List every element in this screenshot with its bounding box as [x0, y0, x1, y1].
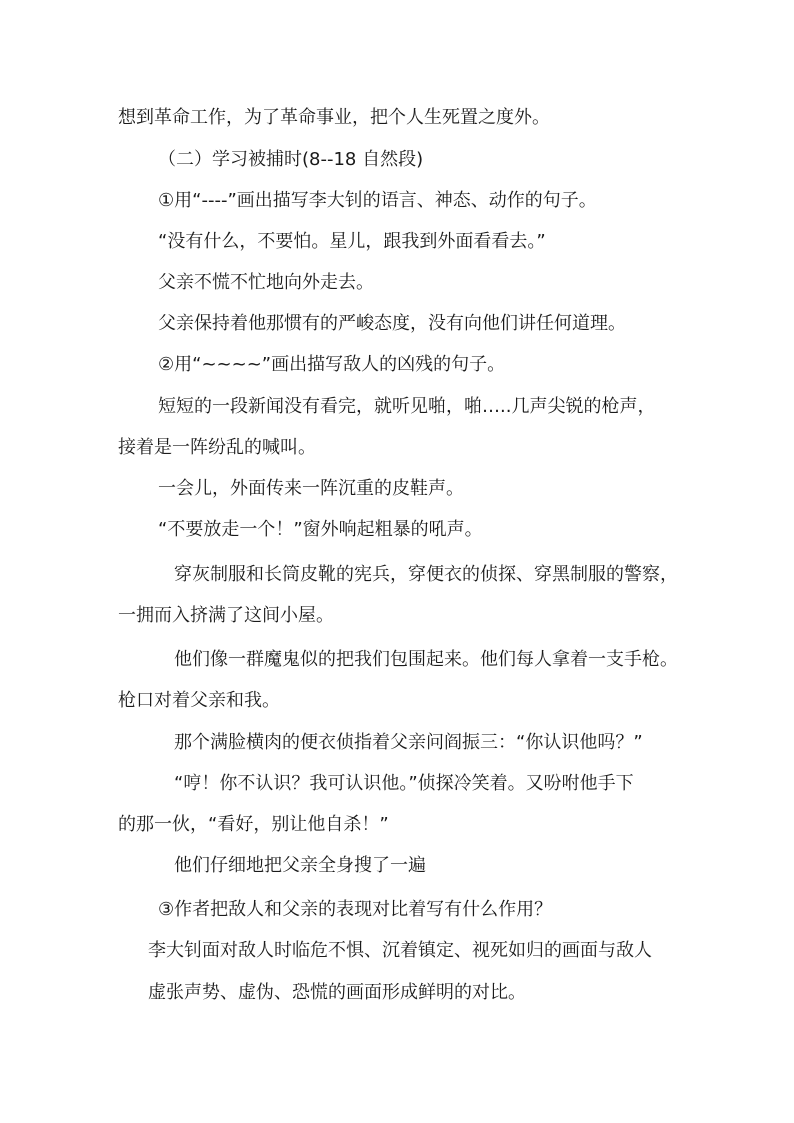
passage-line-9: 那个满脸横肉的便衣侦指着父亲问阎振三：“你认识他吗？”	[174, 732, 643, 753]
passage-line-11: 的那一伙，“看好，别让他自杀！”	[118, 814, 389, 835]
answer-line-1: 李大钊面对敌人时临危不惧、沉着镇定、视死如归的画面与敌人	[148, 940, 652, 961]
passage-line-7: 他们像一群魔鬼似的把我们包围起来。他们每人拿着一支手枪。	[174, 649, 678, 670]
quote-line-3: 父亲保持着他那惯有的严峻态度，没有向他们讲任何道理。	[158, 313, 626, 334]
passage-line-6: 一拥而入挤满了这间小屋。	[118, 605, 334, 626]
answer-line-2: 虚张声势、虚伪、恐慌的画面形成鲜明的对比。	[148, 982, 526, 1003]
passage-line-5: 穿灰制服和长筒皮靴的宪兵，穿便衣的侦探、穿黑制服的警察，	[174, 564, 678, 585]
quote-line-2: 父亲不慌不忙地向外走去。	[158, 272, 374, 293]
question-3: ③作者把敌人和父亲的表现对比着写有什么作用？	[158, 899, 553, 920]
text-line-1: 想到革命工作，为了革命事业，把个人生死置之度外。	[118, 107, 550, 128]
question-2: ②用“~~~~”画出描写敌人的凶残的句子。	[158, 354, 506, 375]
passage-line-12: 他们仔细地把父亲全身搜了一遍	[174, 855, 426, 876]
passage-line-8: 枪口对着父亲和我。	[118, 690, 280, 711]
quote-line-1: “没有什么，不要怕。星儿，跟我到外面看看去。”	[158, 231, 546, 252]
passage-line-10: “哼！你不认识？我可认识他。”侦探冷笑着。又吩咐他手下	[174, 773, 634, 794]
passage-line-1: 短短的一段新闻没有看完，就听见啪，啪…..几声尖锐的枪声，	[158, 396, 656, 417]
passage-line-2: 接着是一阵纷乱的喊叫。	[118, 437, 316, 458]
question-1: ①用“----”画出描写李大钊的语言、神态、动作的句子。	[158, 190, 597, 211]
passage-line-4: “不要放走一个！”窗外响起粗暴的吼声。	[158, 519, 483, 540]
passage-line-3: 一会儿，外面传来一阵沉重的皮鞋声。	[158, 478, 464, 499]
section-heading: （二）学习被捕时(8--18 自然段)	[158, 149, 424, 170]
